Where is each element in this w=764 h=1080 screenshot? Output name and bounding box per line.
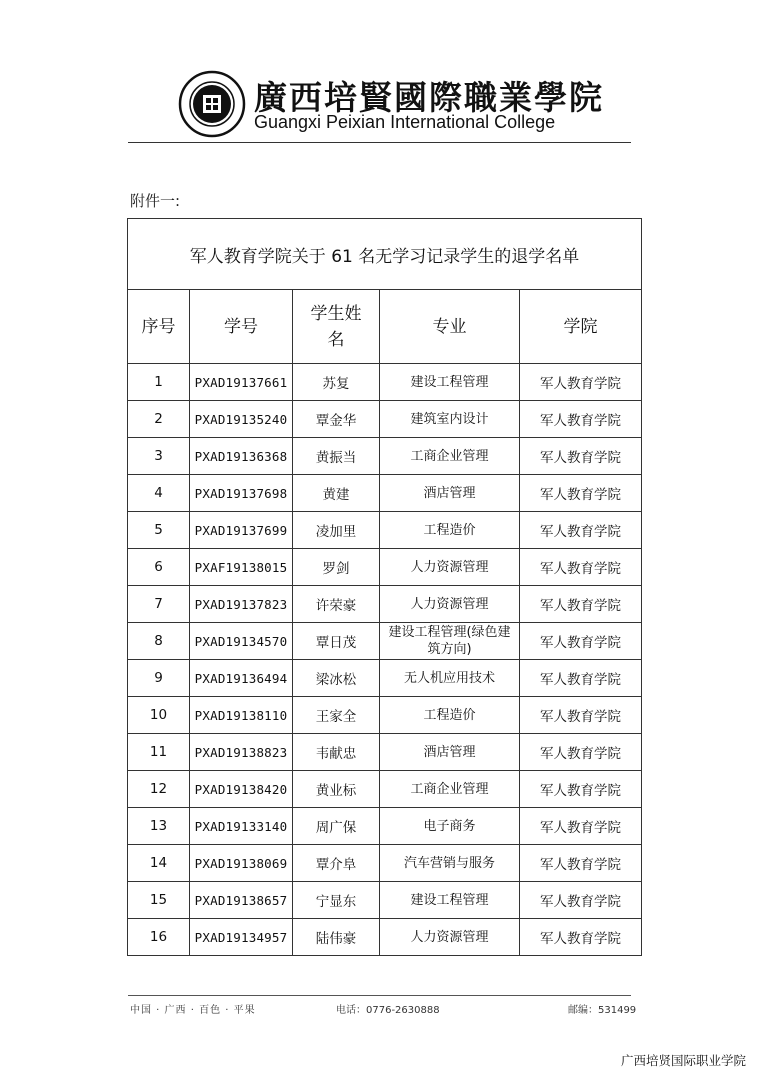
cell-student-id: PXAD19134570 (190, 623, 293, 660)
footer-postcode: 邮编：531499 (568, 1005, 637, 1016)
cell-college: 军人教育学院 (520, 697, 642, 734)
cell-name: 梁冰松 (293, 660, 380, 697)
cell-student-id: PXAD19138823 (190, 734, 293, 771)
cell-major: 酒店管理 (380, 475, 520, 512)
cell-college: 军人教育学院 (520, 549, 642, 586)
cell-no: 2 (128, 401, 190, 438)
cell-student-id: PXAD19136368 (190, 438, 293, 475)
cell-name: 苏复 (293, 364, 380, 401)
cell-college: 军人教育学院 (520, 364, 642, 401)
cell-college: 军人教育学院 (520, 771, 642, 808)
table-row (128, 549, 642, 586)
header-student-id: 学号 (190, 290, 293, 364)
cell-major: 建筑室内设计 (380, 401, 520, 438)
cell-no: 8 (128, 623, 190, 660)
cell-major: 工商企业管理 (380, 438, 520, 475)
cell-student-id: PXAD19138420 (190, 771, 293, 808)
cell-name: 黄振当 (293, 438, 380, 475)
table-row (128, 734, 642, 771)
cell-no: 3 (128, 438, 190, 475)
cell-no: 6 (128, 549, 190, 586)
table-row (128, 512, 642, 549)
cell-college: 军人教育学院 (520, 475, 642, 512)
cell-major: 酒店管理 (380, 734, 520, 771)
table-row (128, 660, 642, 697)
cell-name: 覃金华 (293, 401, 380, 438)
attachment-label: 附件一: (130, 192, 181, 210)
college-chinese-name: 廣西培賢國際職業學院 (254, 78, 604, 117)
cell-student-id: PXAD19134957 (190, 919, 293, 956)
table-header-row (128, 290, 642, 364)
cell-major: 建设工程管理 (380, 882, 520, 919)
cell-college: 军人教育学院 (520, 401, 642, 438)
table-row (128, 401, 642, 438)
table-row (128, 882, 642, 919)
cell-major: 电子商务 (380, 808, 520, 845)
table-row (128, 475, 642, 512)
cell-college: 军人教育学院 (520, 882, 642, 919)
cell-major: 无人机应用技术 (380, 660, 520, 697)
table-row (128, 623, 642, 660)
cell-major: 汽车营销与服务 (380, 845, 520, 882)
table-title: 军人教育学院关于 61 名无学习记录学生的退学名单 (128, 219, 642, 290)
cell-no: 7 (128, 586, 190, 623)
table-row (128, 586, 642, 623)
table-row (128, 771, 642, 808)
cell-no: 14 (128, 845, 190, 882)
cell-name: 陆伟豪 (293, 919, 380, 956)
letterhead (178, 70, 604, 140)
cell-name: 覃日茂 (293, 623, 380, 660)
cell-no: 10 (128, 697, 190, 734)
cell-major: 建设工程管理 (380, 364, 520, 401)
cell-name: 王家全 (293, 697, 380, 734)
cell-major: 人力资源管理 (380, 586, 520, 623)
cell-no: 11 (128, 734, 190, 771)
header-name (293, 290, 380, 364)
cell-college: 军人教育学院 (520, 512, 642, 549)
footer-location: 中国 · 广西 · 百色 · 平果 (130, 1005, 256, 1016)
cell-no: 5 (128, 512, 190, 549)
cell-no: 16 (128, 919, 190, 956)
footer-divider (128, 995, 631, 996)
cell-student-id: PXAD19136494 (190, 660, 293, 697)
cell-college: 军人教育学院 (520, 623, 642, 660)
cell-name: 凌加里 (293, 512, 380, 549)
table-row (128, 364, 642, 401)
college-logo-icon (178, 70, 246, 138)
table-row (128, 438, 642, 475)
cell-major: 人力资源管理 (380, 919, 520, 956)
cell-no: 1 (128, 364, 190, 401)
cell-no: 13 (128, 808, 190, 845)
cell-college: 军人教育学院 (520, 586, 642, 623)
cell-college: 军人教育学院 (520, 845, 642, 882)
cell-college: 军人教育学院 (520, 919, 642, 956)
cell-student-id: PXAD19138110 (190, 697, 293, 734)
cell-major: 工程造价 (380, 697, 520, 734)
cell-name: 许荣豪 (293, 586, 380, 623)
cell-student-id: PXAD19135240 (190, 401, 293, 438)
cell-name: 周广保 (293, 808, 380, 845)
college-english-name: Guangxi Peixian International College (254, 112, 556, 132)
cell-student-id: PXAD19137698 (190, 475, 293, 512)
header-college: 学院 (520, 290, 642, 364)
cell-college: 军人教育学院 (520, 808, 642, 845)
cell-no: 4 (128, 475, 190, 512)
cell-college: 军人教育学院 (520, 734, 642, 771)
table-row (128, 808, 642, 845)
cell-student-id: PXAD19137661 (190, 364, 293, 401)
cell-student-id: PXAD19133140 (190, 808, 293, 845)
watermark-text: 广西培贤国际职业学院 (621, 1053, 747, 1068)
footer-phone: 电话：0776-2630888 (336, 1005, 440, 1016)
cell-no: 9 (128, 660, 190, 697)
table-title-row (128, 219, 642, 290)
cell-name: 韦献忠 (293, 734, 380, 771)
cell-major: 工程造价 (380, 512, 520, 549)
cell-major: 工商企业管理 (380, 771, 520, 808)
cell-student-id: PXAD19138657 (190, 882, 293, 919)
header-divider (128, 142, 631, 143)
header-name-text: 学生姓名 (310, 303, 362, 350)
cell-student-id: PXAD19137699 (190, 512, 293, 549)
header-no: 序号 (128, 290, 190, 364)
cell-college: 军人教育学院 (520, 438, 642, 475)
table-row (128, 845, 642, 882)
withdrawal-table (127, 218, 641, 956)
cell-major: 人力资源管理 (380, 549, 520, 586)
cell-name: 黄建 (293, 475, 380, 512)
table-row (128, 919, 642, 956)
cell-student-id: PXAD19138069 (190, 845, 293, 882)
cell-college: 军人教育学院 (520, 660, 642, 697)
cell-major: 建设工程管理(绿色建筑方向) (380, 623, 520, 660)
cell-name: 覃介阜 (293, 845, 380, 882)
cell-name: 黄业标 (293, 771, 380, 808)
cell-student-id: PXAF19138015 (190, 549, 293, 586)
header-major: 专业 (380, 290, 520, 364)
table-row (128, 697, 642, 734)
cell-no: 15 (128, 882, 190, 919)
cell-name: 宁显东 (293, 882, 380, 919)
cell-student-id: PXAD19137823 (190, 586, 293, 623)
cell-no: 12 (128, 771, 190, 808)
cell-name: 罗剑 (293, 549, 380, 586)
